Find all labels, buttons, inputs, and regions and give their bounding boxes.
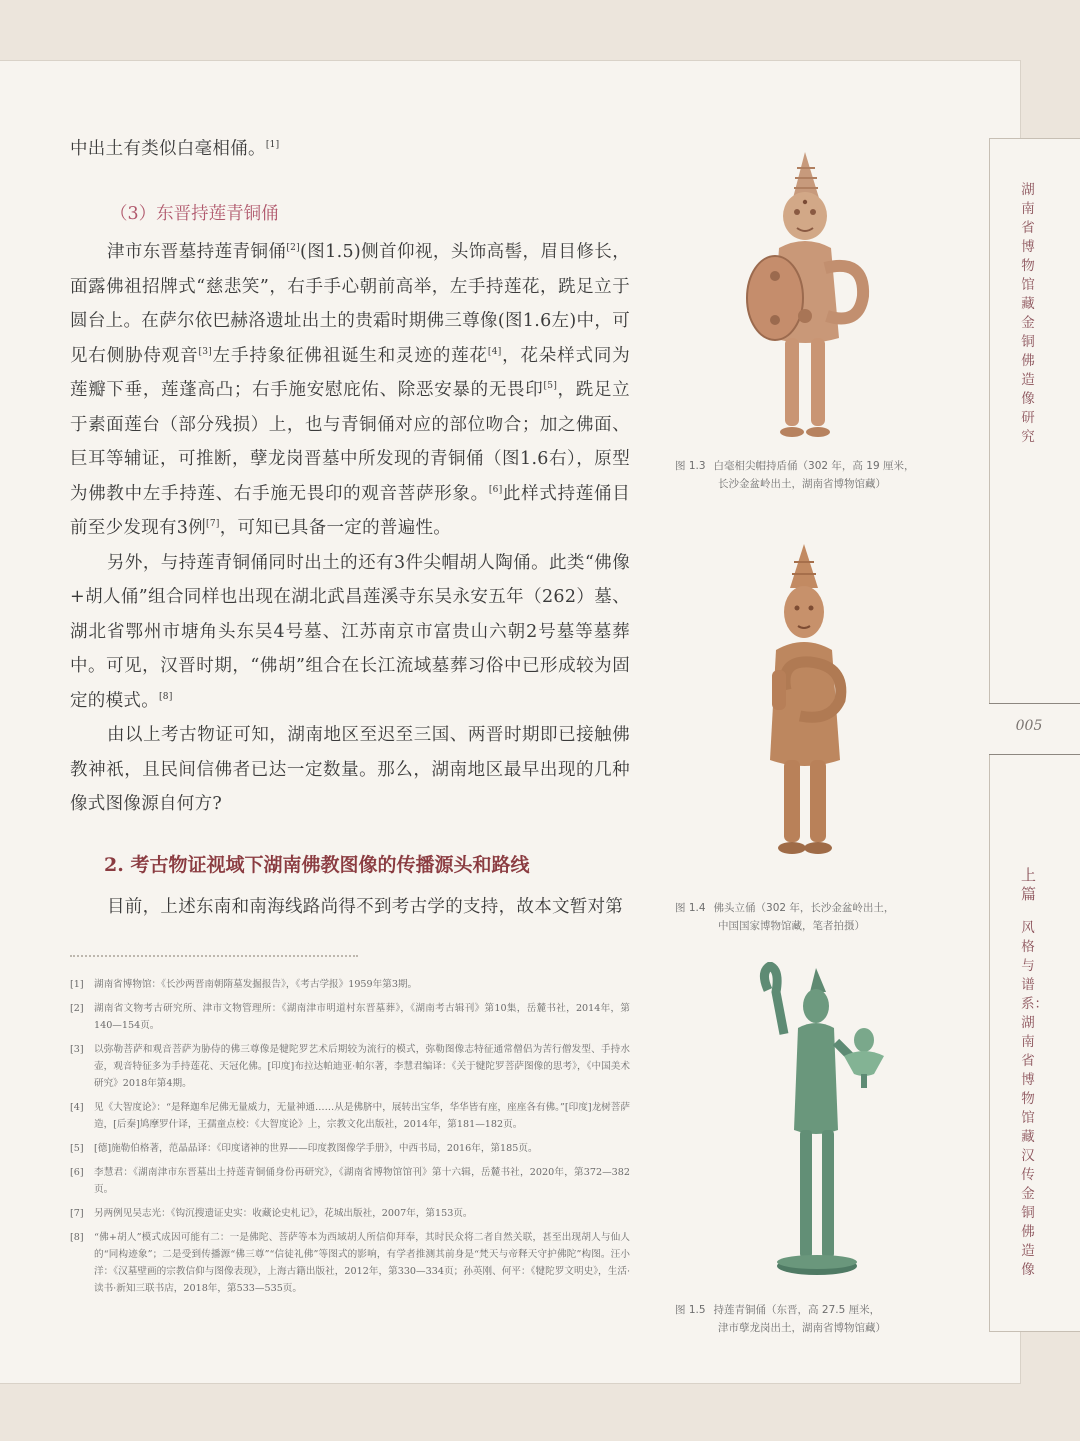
- footnote-text: 以弥勒菩萨和观音菩萨为胁侍的佛三尊像是犍陀罗艺术后期较为流行的模式，弥勒图像志特征通常僧侣为苦行僧发型、手持水壶，观音特征多为手持莲花、天冠化佛。[印度]布拉达帕迪亚·帕尔著，李慧君编译：《关于犍陀罗菩萨图像的思考》，《中国美术研究》2018年第4期。: [94, 1044, 630, 1089]
- footnote-item: [70, 1229, 630, 1297]
- page-number: 005: [1015, 718, 1043, 734]
- footnote-item: [70, 1140, 630, 1157]
- footnote-item: [70, 1000, 630, 1034]
- paragraph-continued: [70, 132, 630, 167]
- footnote-text: 见《大智度论》：“是释迦牟尼佛无量威力，无量神通……从是佛脐中，展转出宝华，华华皆有座，座座各有佛。”[印度]龙树菩萨造，[后秦]鸠摩罗什译，王孺童点校：《大智度论》上，宗教文化出版社，2014年，第181—182页。: [94, 1102, 630, 1130]
- footnote-number: [4]: [70, 1102, 84, 1113]
- footnote-text: [德]施勒伯格著，范晶晶译：《印度诸神的世界——印度教图像学手册》，中西书局，2016年，第185页。: [94, 1143, 538, 1154]
- page-number-box: [989, 703, 1080, 755]
- book-title-vertical: 湖南省博物馆藏金铜佛造像研究: [1021, 182, 1035, 445]
- footnote-item: [70, 1164, 630, 1198]
- footnote-text: 李慧君：《湖南津市东晋墓出土持莲青铜俑身份再研究》，《湖南省博物馆馆刊》第十六辑，岳麓书社，2020年，第372—382页。: [94, 1167, 630, 1195]
- caption-line: 中国国家博物馆藏，笔者拍摄）: [718, 920, 865, 932]
- footnote-ref[interactable]: [8]: [159, 691, 173, 702]
- figure-1-5-caption: [675, 1301, 965, 1337]
- paragraph-text: 此样式持莲俑目前至少发现有3例: [70, 483, 630, 538]
- part-title-vertical: 风格与谱系：湖南省博物馆藏汉传金铜佛造像: [1021, 920, 1048, 1278]
- figure-1-3-caption: [675, 457, 965, 493]
- footnote-text: 湖南省文物考古研究所、津市文物管理所：《湖南津市明道村东晋墓葬》，《湖南考古辑刊》第10集，岳麓书社，2014年，第140—154页。: [94, 1003, 630, 1031]
- part-label-vertical: 上篇: [1021, 866, 1037, 903]
- footnote-item: [70, 1041, 630, 1092]
- footnote-number: [3]: [70, 1044, 84, 1055]
- caption-line: 持莲青铜俑（东晋，高 27.5 厘米，: [713, 1304, 881, 1316]
- footnote-ref[interactable]: [6]: [488, 484, 503, 495]
- paragraph-text: 左手持象征佛祖诞生和灵迹的莲花: [212, 345, 488, 366]
- figure-number: 图 1.3: [675, 460, 706, 472]
- paragraph-section-start: [70, 890, 630, 925]
- footnote-text: 另两例见吴志光：《钩沉搜遗证史实：收藏论史札记》，花城出版社，2007年，第153页。: [94, 1208, 473, 1219]
- footnote-text: “佛+胡人”模式成因可能有二：一是佛陀、菩萨等本为西域胡人所信仰拜奉，其时民众将二者自然关联，甚至出现胡人与仙人的“同构迹象”；二是受到传播源“佛三尊”“信徒礼佛”等图式的影响，有学者推测其前身是“梵天与帝释天守护佛陀”构图。汪小洋：《汉墓壁画的宗教信仰与图像表现》，上海古籍出版社，2012年，第330—334页；孙英刚、何平：《犍陀罗文明史》，生活·读书·新知三联书店，2018年，第533—535页。: [94, 1232, 630, 1294]
- figure-1-3-image: [735, 148, 875, 440]
- footnote-number: [1]: [70, 979, 84, 990]
- figure-1-5-image: [740, 962, 890, 1284]
- paragraph-text: ，跣足立于素面莲台（部分残损）上，也与青铜俑对应的部位吻合；加之佛面、巨耳等辅证，可推断，孽龙岗晋墓中所发现的青铜俑（图1.6右），原型为佛教中左手持莲、右手施无畏印的观音菩萨形象。: [70, 380, 630, 504]
- caption-line: 佛头立俑（302 年，长沙金盆岭出土，: [713, 902, 895, 914]
- figure-number: 图 1.5: [675, 1304, 706, 1316]
- footnote-ref[interactable]: [4]: [487, 346, 502, 357]
- footnote-number: [8]: [70, 1232, 84, 1243]
- paragraph-text: (图1.5)侧首仰视，头饰高髻，眉目修长，面露佛祖招牌式“慈悲笑”，右手手心朝前高举，左手持莲花，跣足立于圆台上。在萨尔依巴赫洛遗址出土的贵霜时期佛三尊像(图1.6左)中，可见右侧胁侍观音: [70, 242, 631, 366]
- figure-1-4-caption: [675, 899, 965, 935]
- footnote-ref[interactable]: [2]: [286, 243, 300, 254]
- footnote-number: [6]: [70, 1167, 84, 1178]
- paragraph-text: 另外，与持莲青铜俑同时出土的还有3件尖帽胡人陶俑。此类“佛像+胡人俑”组合同样也出现在湖北武昌莲溪寺东吴永安五年（262）墓、湖北省鄂州市塘角头东吴4号墓、江苏南京市富贵山六朝2号墓等墓葬中。可见，汉晋时期，“佛胡”组合在长江流域墓葬习俗中已形成较为固定的模式。: [70, 552, 630, 711]
- footnote-item: [70, 976, 630, 993]
- footnote-text: 湖南省博物馆：《长沙两晋南朝隋墓发掘报告》，《考古学报》1959年第3期。: [94, 979, 418, 990]
- paragraph-bronze-figure: [70, 235, 630, 822]
- footnote-number: [7]: [70, 1208, 84, 1219]
- footnote-ref[interactable]: [3]: [198, 346, 213, 357]
- footnote-number: [2]: [70, 1003, 84, 1014]
- figure-1-4-image: [750, 540, 860, 858]
- paragraph-text: 目前，上述东南和南海线路尚得不到考古学的支持，故本文暂对第: [107, 897, 624, 917]
- paragraph-text: 津市东晋墓持莲青铜俑: [107, 242, 287, 262]
- footnote-ref[interactable]: [5]: [543, 381, 558, 392]
- paragraph-text: ，花朵样式同为莲瓣下垂，莲蓬高凸；右手施安慰庇佑、除恶安暴的无畏印: [70, 345, 631, 400]
- footnote-ref[interactable]: [1]: [265, 140, 280, 151]
- figure-number: 图 1.4: [675, 902, 706, 914]
- footnote-number: [5]: [70, 1143, 84, 1154]
- paragraph-text: ，可知已具备一定的普遍性。: [219, 518, 452, 538]
- caption-line: 津市孽龙岗出土，湖南省博物馆藏）: [718, 1322, 886, 1334]
- footnote-ref[interactable]: [7]: [206, 519, 220, 530]
- paragraph-text: 中出土有类似白毫相俑。: [70, 139, 266, 159]
- footnote-item: [70, 1205, 630, 1222]
- section-heading: 2. 考古物证视域下湖南佛教图像的传播源头和路线: [104, 854, 530, 876]
- paragraph-conclusion: 由以上考古物证可知，湖南地区至迟至三国、两晋时期即已接触佛教神祇，且民间信佛者已达一定数量。那么，湖南地区最早出现的几种像式图像源自何方?: [70, 725, 630, 814]
- subsection-heading: （3）东晋持莲青铜俑: [110, 204, 279, 224]
- footnote-divider: [70, 955, 358, 957]
- footnote-item: [70, 1099, 630, 1133]
- caption-line: 长沙金盆岭出土，湖南省博物馆藏）: [718, 478, 886, 490]
- caption-line: 白毫相尖帽持盾俑（302 年，高 19 厘米，: [713, 460, 915, 472]
- footnotes: [70, 976, 630, 1304]
